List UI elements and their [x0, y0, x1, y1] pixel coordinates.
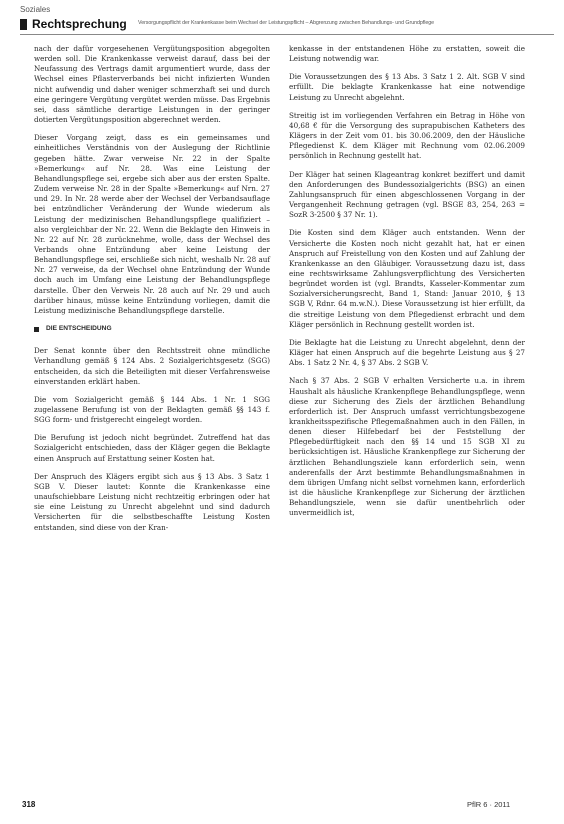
- paragraph: Dieser Vorgang zeigt, dass es ein gemeinsames und einheitliches Verständnis von der Auslegung der Richtlinie gegeben hätte. Zwar verweise Nr. 22 in der Spalte »Bemerkung« auf Nr. 28. Was eine Leistung der Behandlungspflege sei, ergebe sich aber aus der ersten Spalte. Zudem verweise Nr. 28 in der Spalte »Bemerkung« auf Nrn. 27 und 29. In Nr. 28 werde aber der Wechsel der Verbandsauflage bei entzündlicher Veränderung der Wunde wiederum als Leistung der medizinischen Behandlungspflege qualifiziert – also vergleichbar der Nr. 22. Wenn die Beklagte den Hinweis in Nr. 22 auf Nr. 28 zurücknehme, wolle, dass der Wechsel des Verbands ohne Entzündung aber keine Leistung der Behandlungspflege sei, erschließe sich nicht, weshalb Nr. 28 auf Nr. 27 verweise, da der Wechsel ohne Entzündung der Wunde doch auch im Umfang eine Leistung der Behandlungspflege darstelle. Über den Verweis Nr. 28 auch auf Nr. 29 und auch darüber hinaus, müsse keine Entzündung vorliegen, damit die Leistung medizinische Behandlungspflege darstelle.: [34, 133, 271, 315]
- paragraph: Der Anspruch des Klägers ergibt sich aus § 13 Abs. 3 Satz 1 SGB V. Dieser lautet: Konnte die Krankenkasse eine unaufschiebbare Leistung nicht rechtzeitig erbringen oder hat sie eine Leistung zu Unrecht abgelehnt und sind dadurch Versicherten für die selbstbeschaffte Leistung Kosten entstanden, sind diese von der Kran-: [34, 471, 270, 532]
- right-column: [289, 44, 525, 527]
- section-label: Soziales: [20, 5, 51, 14]
- journal-label: PflR 6 · 2011: [467, 800, 511, 809]
- header-bar-icon: [20, 19, 27, 30]
- page-title: Rechtsprechung: [32, 17, 127, 31]
- paragraph: Die Beklagte hat die Leistung zu Unrecht abgelehnt, denn der Kläger hat einen Anspruch auf die begehrte Leistung aus § 27 Abs. 1 Satz 2 Nr. 4, § 37 Abs. 2 SGB V.: [289, 337, 525, 368]
- paragraph: Die Berufung ist jedoch nicht begründet. Zutreffend hat das Sozialgericht entschieden, dass der Kläger gegen die Beklagte einen Anspruch auf Erstattung seiner Kosten hat.: [34, 433, 270, 463]
- paragraph: nach der dafür vorgesehenen Vergütungsposition abgegolten werden soll. Die Krankenkasse verweist darauf, dass bei der Neufassung des Vertrags damit argumentiert wurde, dass der Wechsel eines Pflasterverbands bei nicht infizierten Wunden nicht aufwendig und daher weniger schmerzhaft sei und durch eine geringere Vergütung vergütet werden müsse. Das Ergebnis sei, dass sämtliche derartige Leistungen in der geringer dotierten Vergütungsposition abgerechnet werden.: [34, 44, 270, 125]
- paragraph: kenkasse in der entstandenen Höhe zu erstatten, soweit die Leistung notwendig war.: [289, 44, 525, 64]
- page-header: [20, 18, 554, 35]
- paragraph: Der Senat konnte über den Rechtsstreit ohne mündliche Verhandlung gemäß § 124 Abs. 2 Sozialgerichtsgesetz (SGG) entscheiden, da sich die Beteiligten mit dieser Verfahrensweise einverstanden erklärt haben.: [34, 346, 270, 386]
- page-number: 318: [22, 800, 36, 809]
- section-heading: [34, 324, 270, 334]
- paragraph: Streitig ist im vorliegenden Verfahren ein Betrag in Höhe von 40,68 € für die Versorgung des suprapubischen Katheters des Klägers in der Zeit vom 01. bis 30.06.2009, den der Häusliche Pflegedienst K. dem Kläger mit Rechnung vom 02.06.2009 persönlich in Rechnung gestellt hat.: [289, 110, 525, 161]
- square-bullet-icon: [34, 327, 39, 332]
- paragraph: Die Kosten sind dem Kläger auch entstanden. Wenn der Versicherte die Kosten noch nicht gezahlt hat, hat er einen Anspruch auf Freistellung von den Kosten und auf Zahlung der Krankenkasse an den Gläubiger. Voraussetzung dazu ist, dass eine rechtswirksame Zahlungsverpflichtung des Versicherten begründet worden ist (vgl. Brandts, Kasseler-Kommentar zum Sozialversicherungsrecht, Band 1, Stand: Januar 2010, § 13 SGB V, Rdnr. 64 m.w.N.). Diese Voraussetzung ist hier erfüllt, da die streitige Leistung von dem Pflegedienst erbracht und dem Kläger persönlich in Rechnung gestellt worden ist.: [289, 228, 525, 329]
- header-tagline: Versorgungspflicht der Krankenkasse beim Wechsel der Leistungspflicht – Abgrenzung zwischen Behandlungs- und Grundpflege: [138, 20, 435, 26]
- paragraph: Die Voraussetzungen des § 13 Abs. 3 Satz 1 2. Alt. SGB V sind erfüllt. Die beklagte Krankenkasse hat eine notwendige Leistung zu Unrecht abgelehnt.: [289, 72, 525, 102]
- section-heading-label: DIE ENTSCHEIDUNG: [46, 325, 112, 333]
- paragraph: Die vom Sozialgericht gemäß § 144 Abs. 1 Nr. 1 SGG zugelassene Berufung ist von der Beklagten gemäß §§ 143 f. SGG form- und fristgerecht eingelegt worden.: [34, 394, 270, 425]
- paragraph: Der Kläger hat seinen Klageantrag konkret beziffert und damit den Anforderungen des Bundessozialgerichts (BSG) an einen Zahlungsanspruch für einen abgeschlossenen Vorgang in der Vergangenheit Rechnung getragen (vgl. BSGE 83, 254, 263 = SozR 3-2500 § 37 Nr. 1).: [289, 169, 525, 220]
- paragraph: Nach § 37 Abs. 2 SGB V erhalten Versicherte u.a. in ihrem Haushalt als häusliche Krankenpflege Behandlungspflege, wenn diese zur Sicherung des Ziels der ärztlichen Behandlung erforderlich ist. Der Anspruch umfasst verrichtungsbezogene krankheitsspezifische Pflegemaßnahmen auch in den Fällen, in denen dieser Hilfebedarf bei der Feststellung der Pflegebedürftigkeit nach den §§ 14 und 15 SGB XI zu berücksichtigen ist. Häusliche Krankenpflege zur Sicherung der ärztlichen Behandlungsziele kann erforderlich sein, wenn anderenfalls der Arzt bestimmte Behandlungsmaßnahmen in dem übrigen Umfang nicht selbst vornehmen kann, erforderlich ist die häusliche Krankenpflege zur Sicherung der ärztlichen Behandlungsziele, wenn sie dafür unentbehrlich oder unvermeidlich ist,: [289, 376, 525, 518]
- left-column: [34, 44, 270, 541]
